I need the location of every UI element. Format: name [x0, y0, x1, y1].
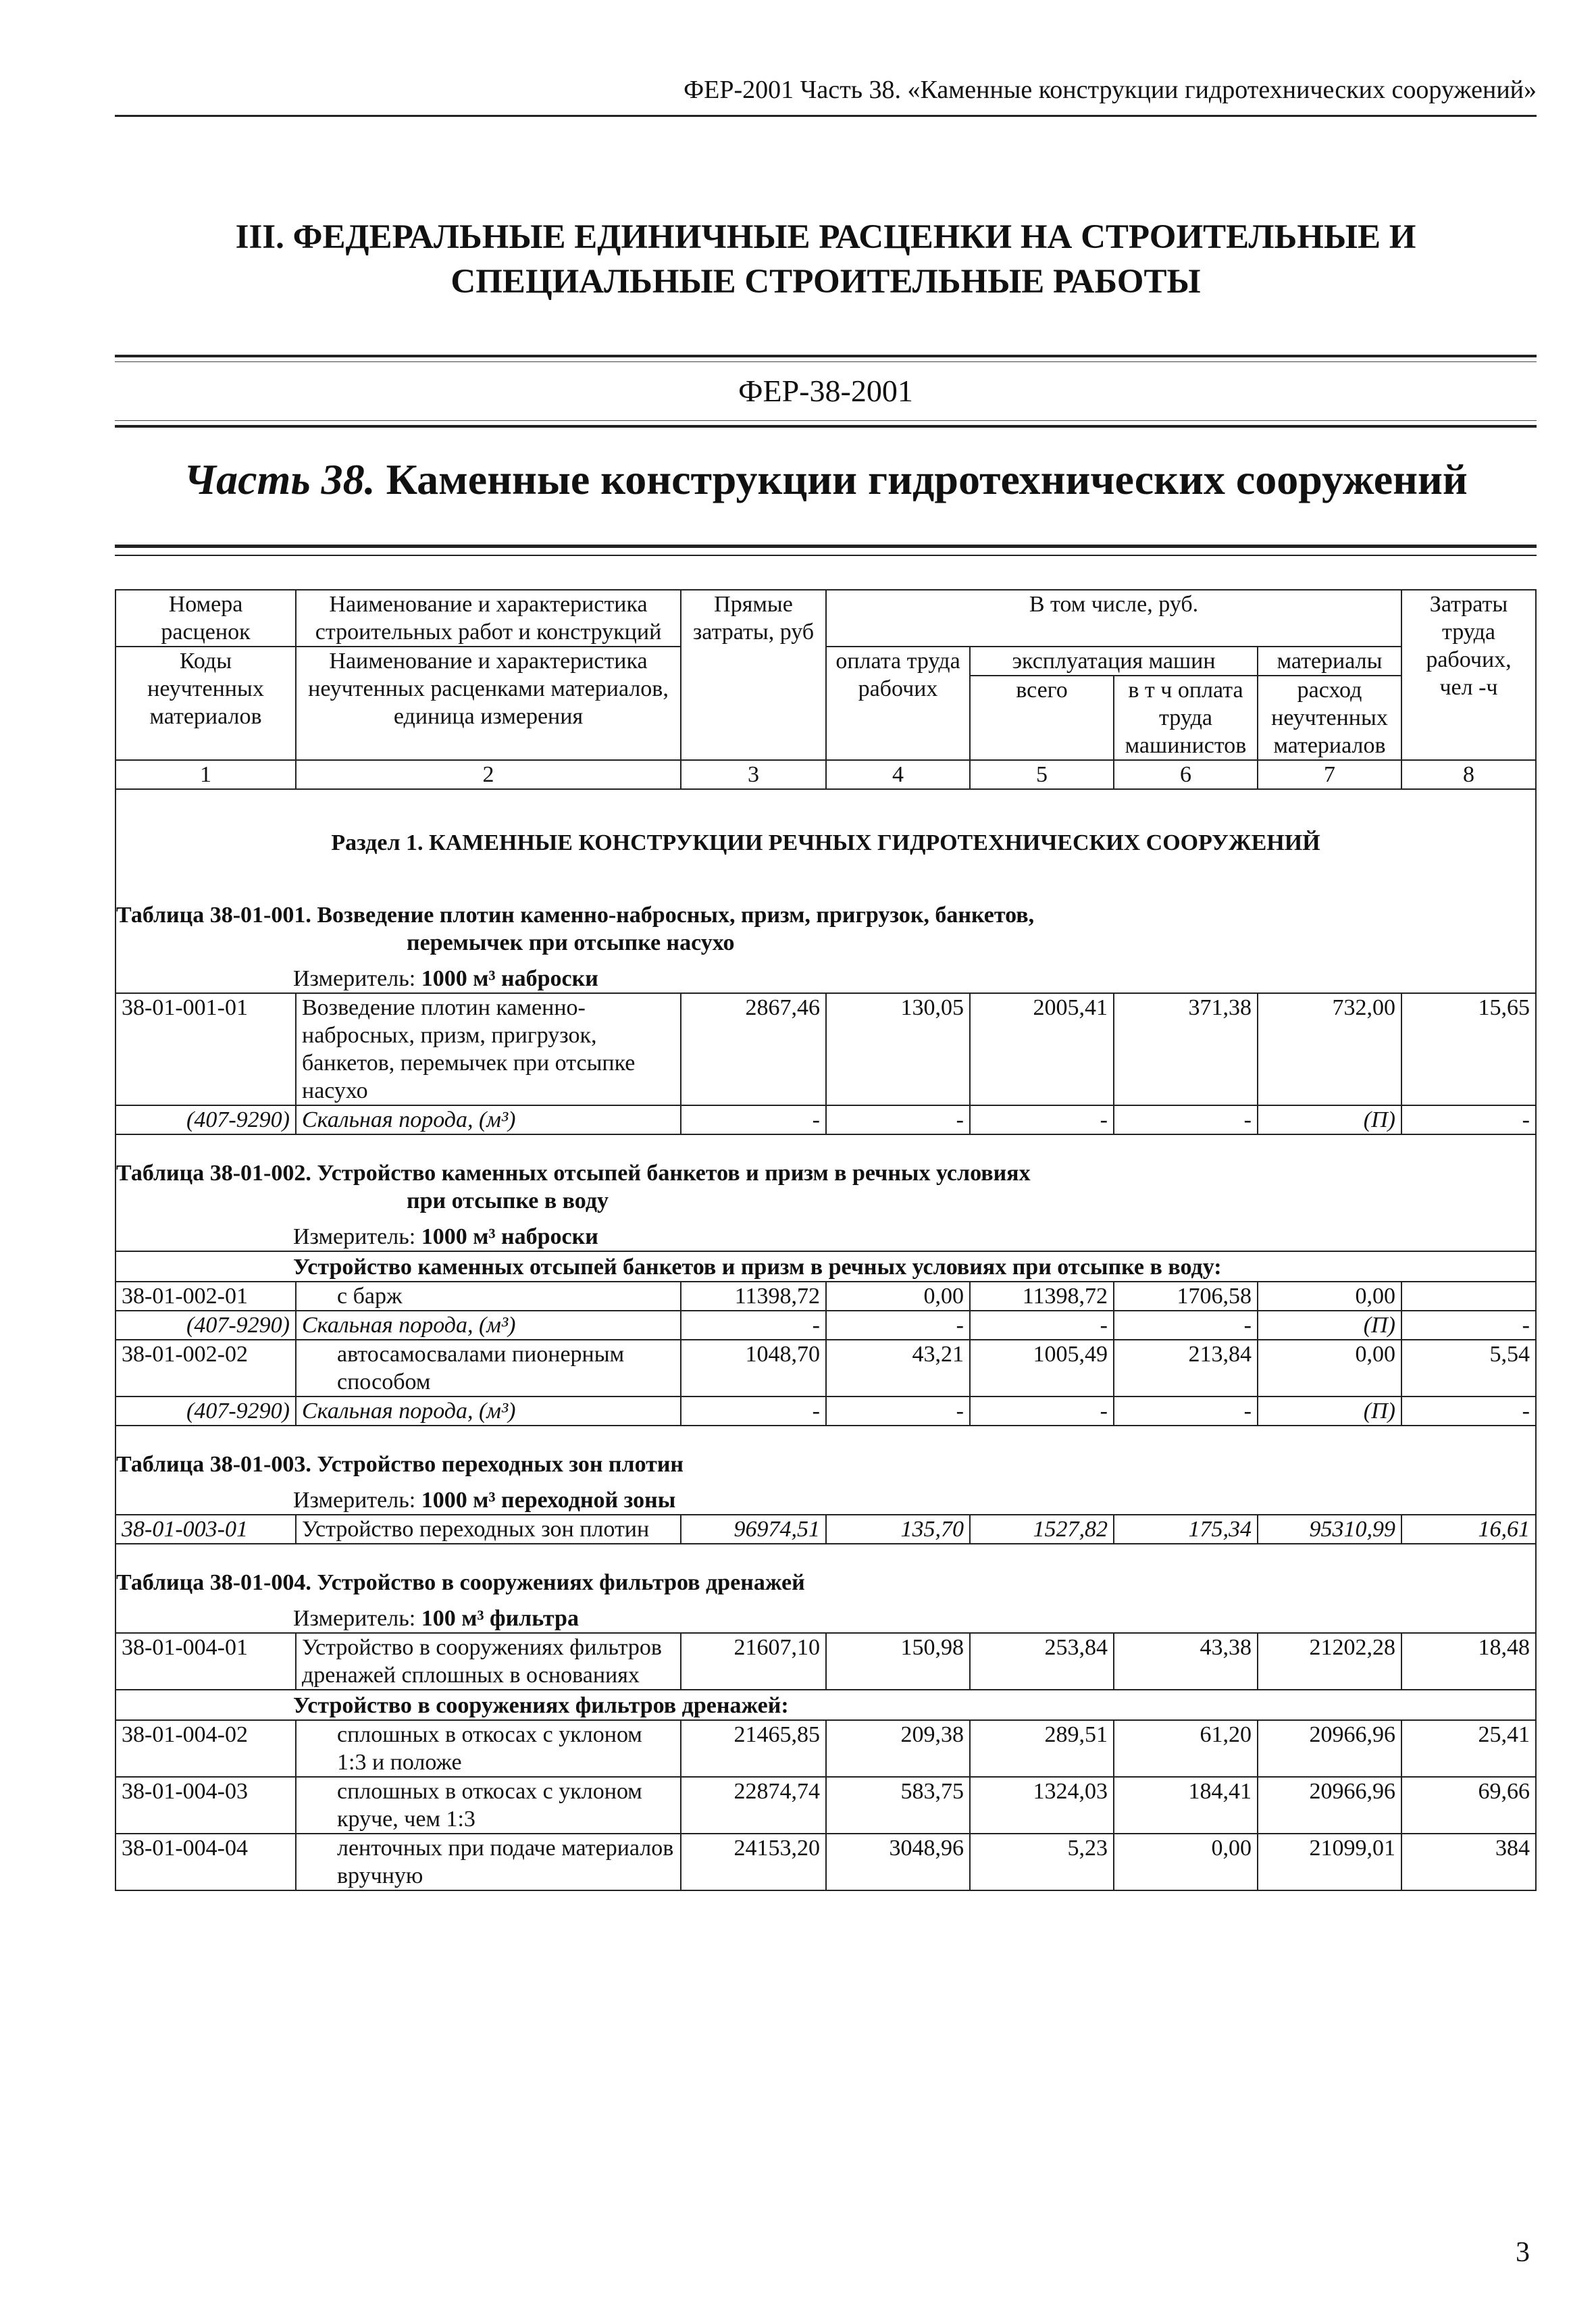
table-title-line2: перемычек при отсыпке насухо: [407, 930, 735, 955]
col-num: 4: [826, 760, 970, 789]
machinists-pay: 184,41: [1114, 1777, 1258, 1834]
measure-label: Измеритель:: [293, 1224, 416, 1249]
worker-pay: 583,75: [826, 1777, 970, 1834]
machinists-pay: -: [1114, 1311, 1258, 1340]
col-header-unaccounted-materials: расход неучтенных материалов: [1258, 676, 1401, 760]
materials: 21099,01: [1258, 1834, 1401, 1890]
machinists-pay: 175,34: [1114, 1515, 1258, 1544]
worker-pay: 135,70: [826, 1515, 970, 1544]
direct-costs: 2867,46: [681, 993, 826, 1105]
machinists-pay: 213,84: [1114, 1340, 1258, 1397]
direct-costs: 11398,72: [681, 1282, 826, 1311]
worker-pay: 3048,96: [826, 1834, 970, 1890]
section-title-line1: III. ФЕДЕРАЛЬНЫЕ ЕДИНИЧНЫЕ РАСЦЕНКИ НА СТРОИТЕЛЬНЫЕ И: [235, 218, 1416, 256]
col-num: 7: [1258, 760, 1401, 789]
col-header-including: В том числе, руб.: [826, 590, 1401, 647]
direct-costs: 24153,20: [681, 1834, 826, 1890]
labor-hours: 69,66: [1401, 1777, 1536, 1834]
work-name: Возведение плотин каменно-набросных, призм, пригрузок, банкетов, перемычек при отсыпке насухо: [296, 993, 681, 1105]
col-num: 1: [115, 760, 296, 789]
col-num: 2: [296, 760, 681, 789]
col-num: 5: [970, 760, 1114, 789]
group-heading: Устройство в сооружениях фильтров дренажей:: [115, 1690, 1536, 1720]
table-title: Таблица 38-01-003. Устройство переходных зон плотин: [115, 1426, 1536, 1482]
direct-costs: -: [681, 1311, 826, 1340]
direct-costs: 21465,85: [681, 1720, 826, 1777]
material-name: Скальная порода, (м³): [296, 1397, 681, 1426]
col-header-rate-number: Номера расценок: [115, 590, 296, 647]
worker-pay: -: [826, 1311, 970, 1340]
machinists-pay: 61,20: [1114, 1720, 1258, 1777]
labor-hours: 16,61: [1401, 1515, 1536, 1544]
machines-total: 253,84: [970, 1633, 1114, 1690]
table-row: [115, 1834, 1536, 1890]
materials: 21202,28: [1258, 1633, 1401, 1690]
worker-pay: 130,05: [826, 993, 970, 1105]
machinists-pay: 0,00: [1114, 1834, 1258, 1890]
worker-pay: -: [826, 1105, 970, 1134]
measure-label: Измеритель:: [293, 1488, 416, 1513]
worker-pay: 0,00: [826, 1282, 970, 1311]
material-row: [115, 1105, 1536, 1134]
materials: 20966,96: [1258, 1777, 1401, 1834]
machines-total: 289,51: [970, 1720, 1114, 1777]
rate-code: 38-01-004-04: [115, 1834, 296, 1890]
col-num: 8: [1401, 760, 1536, 789]
doc-code: ФЕР-38-2001: [738, 374, 913, 408]
section-title-line2: СПЕЦИАЛЬНЫЕ СТРОИТЕЛЬНЫЕ РАБОТЫ: [451, 263, 1201, 301]
doc-code-block: [115, 355, 1537, 428]
materials: 0,00: [1258, 1340, 1401, 1397]
machines-total: -: [970, 1397, 1114, 1426]
col-header-material-name: Наименование и характеристика неучтенных расценками материалов, единица измерения: [296, 647, 681, 760]
machines-total: 1324,03: [970, 1777, 1114, 1834]
material-row: [115, 1397, 1536, 1426]
double-rule: [115, 545, 1537, 556]
table-row: [115, 1282, 1536, 1311]
direct-costs: 96974,51: [681, 1515, 826, 1544]
materials: (П): [1258, 1105, 1401, 1134]
machinists-pay: 43,38: [1114, 1633, 1258, 1690]
rate-code: 38-01-001-01: [115, 993, 296, 1105]
work-name: сплошных в откосах с уклоном круче, чем 1:3: [296, 1777, 681, 1834]
materials: (П): [1258, 1311, 1401, 1340]
labor-hours: 15,65: [1401, 993, 1536, 1105]
table-row: [115, 1720, 1536, 1777]
measure-value: 1000 м³ наброски: [421, 1224, 598, 1249]
group-heading: Устройство каменных отсыпей банкетов и призм в речных условиях при отсыпке в воду:: [115, 1251, 1536, 1282]
direct-costs: 21607,10: [681, 1633, 826, 1690]
labor-hours: 25,41: [1401, 1720, 1536, 1777]
part-name: Каменные конструкции гидротехнических сооружений: [386, 455, 1468, 503]
measure-unit: [115, 961, 1536, 993]
machines-total: 11398,72: [970, 1282, 1114, 1311]
machinists-pay: 371,38: [1114, 993, 1258, 1105]
table-row: [115, 1340, 1536, 1397]
col-header-material-codes: Коды неучтенных материалов: [115, 647, 296, 760]
worker-pay: -: [826, 1397, 970, 1426]
labor-hours: -: [1401, 1105, 1536, 1134]
rate-code: 38-01-002-02: [115, 1340, 296, 1397]
worker-pay: 209,38: [826, 1720, 970, 1777]
machines-total: 1527,82: [970, 1515, 1114, 1544]
machines-total: 1005,49: [970, 1340, 1114, 1397]
part-number: Часть 38.: [184, 455, 376, 503]
measure-label: Измеритель:: [293, 1606, 416, 1631]
col-header-machinists-pay: в т ч оплата труда машинистов: [1114, 676, 1258, 760]
labor-hours: -: [1401, 1311, 1536, 1340]
col-header-worker-pay: оплата труда рабочих: [826, 647, 970, 760]
col-num: 3: [681, 760, 826, 789]
rate-code: 38-01-003-01: [115, 1515, 296, 1544]
measure-value: 1000 м³ переходной зоны: [421, 1488, 676, 1513]
materials: 20966,96: [1258, 1720, 1401, 1777]
labor-hours: -: [1401, 1397, 1536, 1426]
material-name: Скальная порода, (м³): [296, 1105, 681, 1134]
materials: 732,00: [1258, 993, 1401, 1105]
measure-value: 100 м³ фильтра: [421, 1606, 579, 1631]
machinists-pay: -: [1114, 1105, 1258, 1134]
work-name: Устройство переходных зон плотин: [296, 1515, 681, 1544]
material-code: (407-9290): [115, 1397, 296, 1426]
table-row: [115, 993, 1536, 1105]
measure-value: 1000 м³ наброски: [421, 966, 598, 991]
measure-unit: [115, 1482, 1536, 1515]
material-name: Скальная порода, (м³): [296, 1311, 681, 1340]
rates-table: [115, 589, 1537, 1891]
machines-total: -: [970, 1105, 1114, 1134]
measure-label: Измеритель:: [293, 966, 416, 991]
razdel-title: Раздел 1. КАМЕННЫЕ КОНСТРУКЦИИ РЕЧНЫХ ГИДРОТЕХНИЧЕСКИХ СООРУЖЕНИЙ: [115, 789, 1536, 877]
col-header-labor-costs: Затраты труда рабочих, чел -ч: [1401, 590, 1536, 760]
col-header-direct-costs: Прямые затраты, руб: [681, 590, 826, 760]
rate-code: 38-01-002-01: [115, 1282, 296, 1311]
work-name: сплошных в откосах с уклоном 1:3 и положе: [296, 1720, 681, 1777]
machines-total: 5,23: [970, 1834, 1114, 1890]
direct-costs: -: [681, 1105, 826, 1134]
worker-pay: 43,21: [826, 1340, 970, 1397]
rate-code: 38-01-004-02: [115, 1720, 296, 1777]
table-row: [115, 1515, 1536, 1544]
labor-hours: 384: [1401, 1834, 1536, 1890]
direct-costs: 22874,74: [681, 1777, 826, 1834]
table-title: [115, 877, 1536, 961]
work-name: с барж: [296, 1282, 681, 1311]
measure-unit: [115, 1601, 1536, 1633]
machinists-pay: 1706,58: [1114, 1282, 1258, 1311]
direct-costs: 1048,70: [681, 1340, 826, 1397]
machines-total: -: [970, 1311, 1114, 1340]
col-header-machines-total: всего: [970, 676, 1114, 760]
materials: (П): [1258, 1397, 1401, 1426]
page-number: 3: [1516, 2237, 1530, 2268]
work-name: Устройство в сооружениях фильтров дренажей сплошных в основаниях: [296, 1633, 681, 1690]
section-title: [115, 215, 1537, 304]
table-title-line2: при отсыпке в воду: [407, 1188, 609, 1213]
table-row: [115, 1633, 1536, 1690]
material-code: (407-9290): [115, 1311, 296, 1340]
direct-costs: -: [681, 1397, 826, 1426]
table-title-line1: Таблица 38-01-001. Возведение плотин каменно-набросных, призм, пригрузок, банкетов,: [116, 903, 1035, 928]
machines-total: 2005,41: [970, 993, 1114, 1105]
measure-unit: [115, 1219, 1536, 1251]
col-num: 6: [1114, 760, 1258, 789]
labor-hours: 18,48: [1401, 1633, 1536, 1690]
machinists-pay: -: [1114, 1397, 1258, 1426]
table-title: [115, 1134, 1536, 1219]
rate-code: 38-01-004-03: [115, 1777, 296, 1834]
table-row: [115, 1777, 1536, 1834]
col-header-machines: эксплуатация машин: [970, 647, 1258, 676]
rate-code: 38-01-004-01: [115, 1633, 296, 1690]
work-name: автосамосвалами пионерным способом: [296, 1340, 681, 1397]
part-title: [115, 449, 1537, 510]
material-row: [115, 1311, 1536, 1340]
work-name: ленточных при подаче материалов вручную: [296, 1834, 681, 1890]
table-title: Таблица 38-01-004. Устройство в сооружениях фильтров дренажей: [115, 1544, 1536, 1601]
worker-pay: 150,98: [826, 1633, 970, 1690]
material-code: (407-9290): [115, 1105, 296, 1134]
col-header-materials: материалы: [1258, 647, 1401, 676]
col-header-work-name: Наименование и характеристика строительных работ и конструкций: [296, 590, 681, 647]
materials: 0,00: [1258, 1282, 1401, 1311]
running-header: ФЕР-2001 Часть 38. «Каменные конструкции гидротехнических сооружений»: [115, 73, 1537, 117]
materials: 95310,99: [1258, 1515, 1401, 1544]
labor-hours: 5,54: [1401, 1340, 1536, 1397]
table-title-line1: Таблица 38-01-002. Устройство каменных отсыпей банкетов и призм в речных условиях: [116, 1161, 1031, 1186]
labor-hours: [1401, 1282, 1536, 1311]
